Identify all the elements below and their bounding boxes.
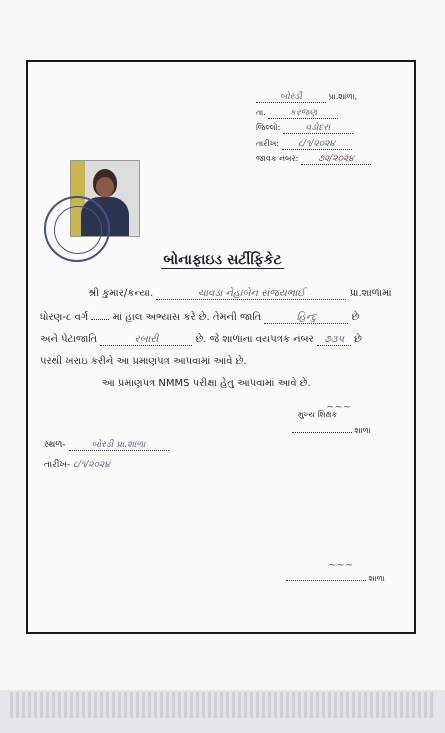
certificate-title: બોનાફાઇડ સર્ટીફિકેટ (163, 252, 282, 268)
caste: હિન્દુ (264, 312, 348, 324)
header-taluka: કરજણ (268, 108, 338, 119)
header-district-label: જિલ્લો: (256, 123, 281, 132)
place-line: સ્થળ- બોરડી પ્રા.શાળા (44, 440, 169, 451)
body-line-5: આ પ્રમાણપત્ર NMMS પરીક્ષા હેતુ આપવામાં આવે છે. (102, 378, 311, 389)
signature-school-line: શાળા (292, 426, 371, 436)
footer-date-line: તારીખ- ૮/૧/૨૦૨૪ (44, 460, 110, 470)
certificate-border (26, 60, 416, 634)
footer-date-value: ૮/૧/૨૦૨૪ (72, 460, 110, 470)
subcaste: રબારી (100, 334, 192, 346)
student-name: ચાવડા નેહાબેન સંજયભાઈ (156, 288, 346, 300)
register-no: ૭૩૫ (317, 334, 351, 346)
lower-signature-scribble: ~~~ (328, 560, 354, 571)
division (91, 319, 109, 320)
header-district: વડોદરા (283, 123, 353, 134)
header-taluka-line (256, 108, 338, 119)
header-school: બોરડી (256, 92, 326, 103)
body-line-3: અને પેટાજાતિ રબારી છે. જે શાળાના વયપત્રક નંબર ૭૩૫ છે (40, 334, 362, 345)
body-line-4: પરથી ખરાઇ કરીને આ પ્રમાણપત્ર આપવામાં આવે છે. (40, 356, 247, 367)
header-outward-no: ૭૨/૨૦૨૪ (301, 154, 371, 165)
header-school-line (256, 92, 357, 103)
header-district-line (256, 123, 353, 134)
header-date-label: તારીખ: (256, 139, 279, 148)
place-value: બોરડી પ્રા.શાળા (69, 440, 169, 451)
lower-school-line: શાળા (286, 574, 385, 584)
body-line-1: શ્રી કુમાર/કન્યા. ચાવડા નેહાબેન સંજયભાઈ પ્રા.શાળામાં (88, 288, 392, 299)
header-outward-label: જાવક નંબર: (256, 154, 299, 163)
header-school-suffix: પ્રા.શાળા, (328, 92, 358, 101)
header-taluka-label: તા. (256, 108, 266, 117)
signature-role: મુખ્ય શિક્ષક (298, 410, 338, 419)
body-line-2: ધોરણ-૮ વર્ગ માં હાલ અભ્યાસ કરે છે. તેમની જાતિ હિન્દુ છે (40, 312, 360, 323)
signature-scribble: ~~~ (326, 402, 352, 413)
header-date: ૮/૧/૨૦૨૪ (282, 139, 352, 150)
header-date-line (256, 139, 352, 150)
header-outward-line (256, 154, 371, 165)
page-edge-strip (10, 692, 435, 718)
